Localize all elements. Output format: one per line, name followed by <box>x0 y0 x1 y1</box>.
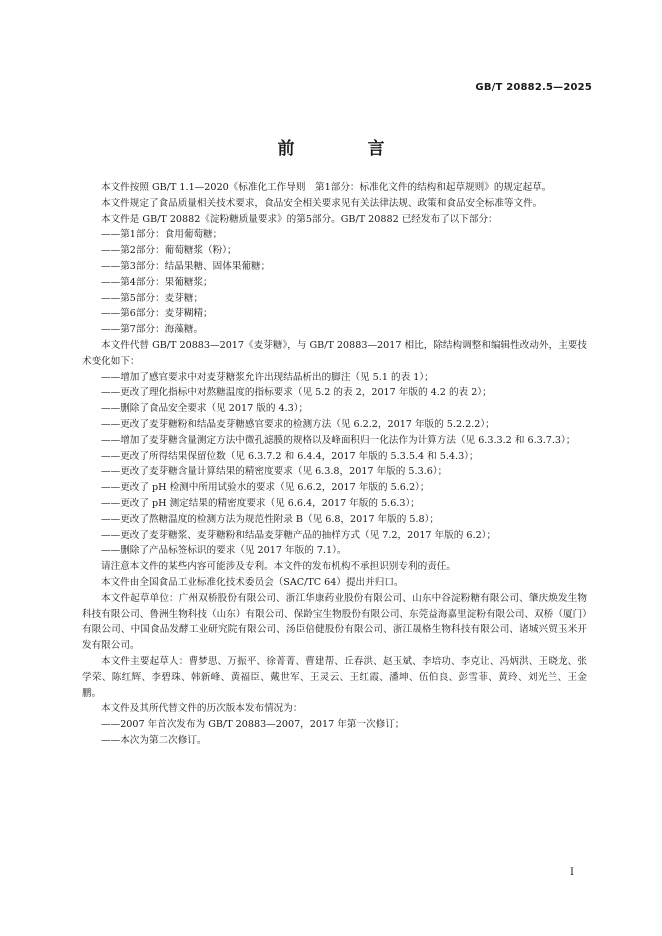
list-item: ——第7部分：海藻糖。 <box>101 324 204 336</box>
list-item: ——第2部分：葡萄糖浆（粉）； <box>101 245 237 257</box>
list-item: ——删除了产品标签标识的要求（见 2017 年版的 7.1）。 <box>101 545 347 557</box>
list-item: ——第1部分：食用葡萄糖； <box>101 229 223 241</box>
paragraph: 本文件由全国食品工业标准化技术委员会（SAC/TC 64）提出并归口。 <box>101 576 404 588</box>
document-body <box>82 180 587 749</box>
list-item: ——更改了麦芽糖粉和结晶麦芽糖感官要求的检测方法（见 6.2.2，2017 年版的 5.2.2.2）； <box>101 418 495 430</box>
paragraph: 本文件按照 GB/T 1.1—2020《标准化工作导则 第1部分：标准化文件的结构和起草规则》的规定起草。 <box>101 182 552 193</box>
list-item: ——更改了麦芽糖浆、麦芽糖粉和结晶麦芽糖产品的抽样方式（见 7.2，2017 年版的 6.2）； <box>101 529 497 541</box>
list-item: ——增加了麦芽糖含量测定方法中微孔滤膜的规格以及峰面积归一化法作为计算方法（见 6.3.3.2 和 6.3.7.3）； <box>101 434 576 446</box>
list-item: ——第3部分：结晶果糖、固体果葡糖； <box>101 260 271 272</box>
list-item: ——2007 年首次发布为 GB/T 20883—2007，2017 年第一次修订； <box>101 719 405 731</box>
list-item: ——第4部分：果葡糖浆； <box>101 276 213 288</box>
page-title: 前 言 <box>277 139 413 159</box>
standard-code: GB/T 20882.5—2025 <box>475 82 592 93</box>
list-item: ——第6部分：麦芽糊精； <box>101 308 213 320</box>
list-item: ——第5部分：麦芽糖； <box>101 292 204 304</box>
list-item: ——更改了 pH 检测中所用试验水的要求（见 6.6.2，2017 年版的 5.6.2）； <box>101 482 430 494</box>
page-number: I <box>570 867 574 878</box>
paragraph: 本文件代替 GB/T 20883—2017《麦芽糖》，与 GB/T 20883—2017 相比，除结构调整和编辑性改动外，主要技术变化如下： <box>82 339 587 367</box>
list-item: ——更改了理化指标中对熬糖温度的指标要求（见 5.2 的表 2，2017 年版的 4.2 的表 2）； <box>101 387 492 399</box>
list-item: ——删除了食品安全要求（见 2017 版的 4.3）； <box>101 403 309 415</box>
paragraph: 本文件起草单位：广州双桥股份有限公司、浙江华康药业股份有限公司、山东中谷淀粉糖有限公司、肇庆焕发生物科技有限公司、鲁洲生物科技（山东）有限公司、保龄宝生物股份有限公司、东莞益海嘉里淀粉有限公司、双桥（厦门）有限公司、中国食品发酵工业研究院有限公司、汤臣倍健股份有限公司、浙江晟格生物科技有限公司、诸城兴贸玉米开发有限公司。 <box>82 592 587 652</box>
paragraph: 本文件是 GB/T 20882《淀粉糖质量要求》的第5部分。GB/T 20882 已经发布了以下部分： <box>101 213 498 225</box>
list-item: ——更改了 pH 测定结果的精密度要求（见 6.6.4，2017 年版的 5.6.3）； <box>101 497 420 509</box>
list-item: ——更改了熬糖温度的检测方法为规范性附录 B（见 6.8，2017 年版的 5.8）； <box>101 513 440 525</box>
list-item: ——更改了所得结果保留位数（见 6.3.7.2 和 6.4.4，2017 年版的 5.3.5.4 和 5.4.3）； <box>101 450 479 462</box>
paragraph: 本文件规定了食品质量相关技术要求，食品安全相关要求见有关法律法规、政策和食品安全标准等文件。 <box>101 197 543 209</box>
list-item: ——本次为第二次修订。 <box>101 734 207 746</box>
paragraph: 请注意本文件的某些内容可能涉及专利。本文件的发布机构不承担识别专利的责任。 <box>101 561 456 573</box>
paragraph: 本文件及其所代替文件的历次版本发布情况为： <box>101 703 303 715</box>
list-item: ——更改了麦芽糖含量计算结果的精密度要求（见 6.3.8，2017 年版的 5.3.6）； <box>101 466 448 478</box>
list-item: ——增加了感官要求中对麦芽糖浆允许出现结晶析出的脚注（见 5.1 的表 1）； <box>101 371 434 383</box>
paragraph: 本文件主要起草人：曹梦思、万振平、徐菁菁、曹建帮、丘春洪、赵玉斌、李培功、李克让、冯炳洪、王晓龙、张学荣、陈红辉、李碧珠、韩新峰、黄福臣、戴世军、王灵云、王红霞、潘坤、伍伯良、彭雪菲、黄玲、刘光兰、王金鹏。 <box>82 655 587 699</box>
